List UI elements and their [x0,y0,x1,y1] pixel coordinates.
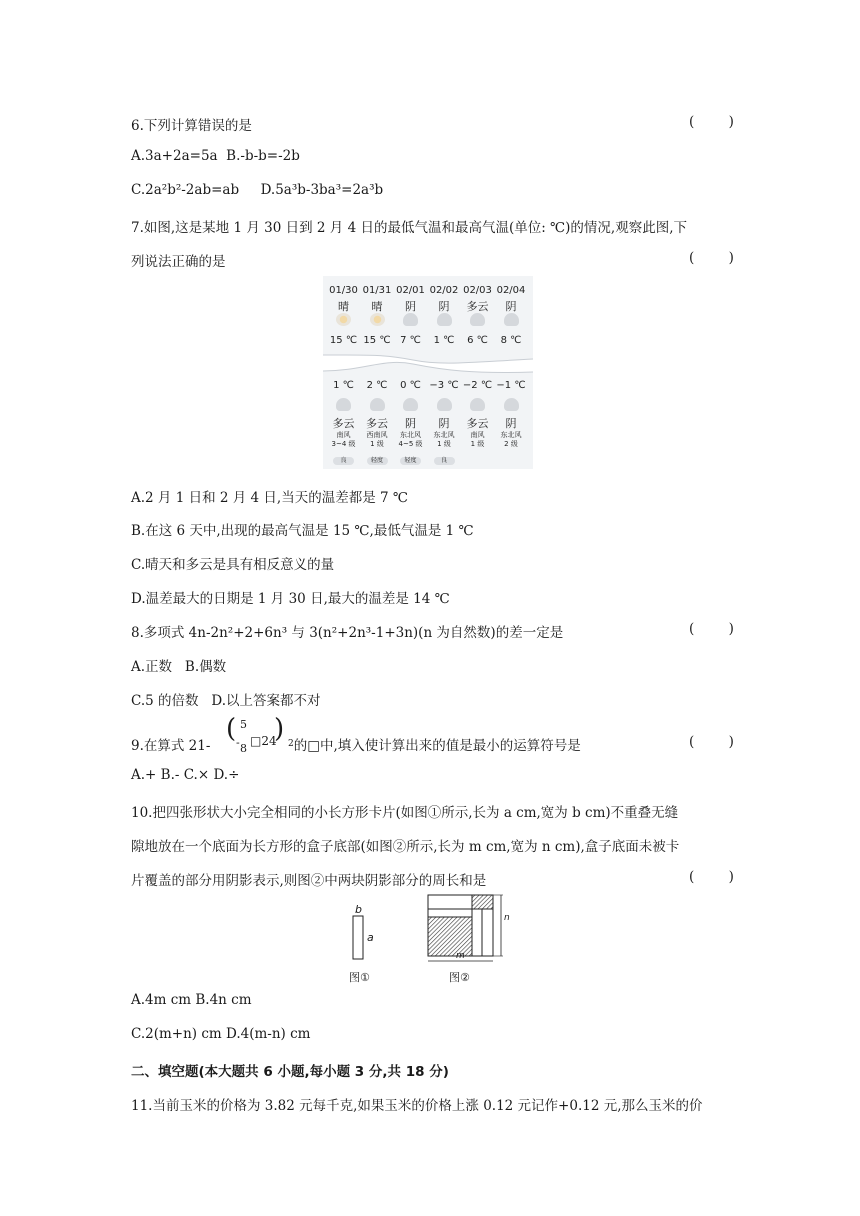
day-condition: 阴 [405,300,416,313]
low-temperature: −3 ℃ [429,380,459,391]
cloud-icon [470,398,485,411]
cloud-icon [403,313,418,326]
wind-level: 1 级 [370,440,384,448]
question-11-stem: 11.当前玉米的价格为 3.82 元每千克,如果玉米的价格上涨 0.12 元记作+0.12 元,那么玉米的价 [131,1098,703,1114]
rectangle-figures [345,893,515,985]
weather-forecast-figure [323,276,533,469]
q6-option-d: D.5a³b-3ba³=2a³b [260,182,384,198]
q7-option-d: D.温差最大的日期是 1 月 30 日,最大的温差是 14 ℃ [131,591,450,607]
question-8-stem: 8.多项式 4n-2n²+2+6n³ 与 3(n²+2n³-1+3n)(n 为自然数)的差一定是 [131,625,564,641]
wind-info [359,431,396,449]
fraction-denominator: 8 [240,742,247,755]
q6-options-ab [131,148,300,164]
q6-option-b: B.-b-b=-2b [226,148,300,164]
q8-option-c: C.5 的倍数 [131,693,199,709]
cloud-icon [336,398,351,411]
question-10-stem-line3: 片覆盖的部分用阴影表示,则图②中两块阴影部分的周长和是 [131,873,487,889]
wind-level: 1 级 [437,440,451,448]
q9-exponent: 2 [288,739,294,749]
q7-option-b: B.在这 6 天中,出现的最高气温是 15 ℃,最低气温是 1 ℃ [131,523,474,539]
q8-option-a: A.正数 [131,659,173,675]
high-temperature: 8 ℃ [500,335,522,346]
right-paren: ) [274,714,285,744]
fraction-numerator: 5 [240,718,247,731]
q9-suffix-text: 的□中,填入使计算出来的值是最小的运算符号是 [293,738,581,754]
label-m: m [456,951,465,961]
low-temperature: −2 ℃ [462,380,493,391]
q6-option-a: A.3a+2a=5a [131,148,218,164]
night-condition: 阴 [405,417,416,430]
night-condition: 多云 [366,417,388,430]
box-expression: □24 [250,734,277,748]
wind-info [426,431,463,449]
day-condition: 晴 [371,300,383,313]
low-temperature: −1 ℃ [496,380,526,391]
q10-options-ab: A.4m cm B.4n cm [131,992,252,1008]
forecast-date: 02/03 [463,285,492,296]
answer-bracket-9: ( ) [689,734,734,750]
question-10-stem-line1: 10.把四张形状大小完全相同的小长方形卡片(如图①所示,长为 a cm,宽为 b cm)不重叠无缝 [131,805,679,821]
answer-bracket-8: ( ) [689,621,734,637]
cloud-icon [370,398,385,411]
night-condition: 阴 [438,417,450,430]
air-quality-badge: 轻度 [400,457,421,465]
high-temperature: 7 ℃ [400,335,421,346]
wind-direction: 东北风 [433,431,455,439]
wind-level: 1 级 [470,440,485,448]
section-2-title: 二、填空题(本大题共 6 小题,每小题 3 分,共 18 分) [131,1064,449,1080]
low-temperature: 0 ℃ [400,380,421,391]
q9-options: A.+ B.- C.× D.÷ [131,767,240,783]
forecast-date: 01/30 [329,285,358,296]
q8-options-cd [131,689,321,709]
day-condition: 阴 [505,300,517,313]
label-b: b [355,903,362,916]
cloud-icon [437,313,452,326]
day-condition: 阴 [438,300,450,313]
wind-info [325,431,362,449]
figure-2-caption: 图② [449,971,470,984]
question-7-stem-line1: 7.如图,这是某地 1 月 30 日到 2 月 4 日的最低气温和最高气温(单位: ℃)的情况,观察此图,下 [131,220,688,236]
question-6-stem: 6.下列计算错误的是 [131,118,252,134]
q8-options-ab [131,655,226,675]
air-quality-badge: 良 [434,457,455,465]
high-temperature: 15 ℃ [363,335,391,346]
question-10-stem-line2: 隙地放在一个底面为长方形的盒子底部(如图②所示,长为 m cm,宽为 n cm),盒子底面未被卡 [131,839,680,855]
q8-option-d: D.以上答案都不对 [211,693,321,709]
fraction-sign: - [236,736,240,749]
air-quality-badge: 轻度 [367,457,388,465]
day-condition: 晴 [338,300,349,313]
q9-suffix [288,734,581,754]
q6-options-cd [131,182,383,198]
q8-option-b: B.偶数 [184,659,227,675]
wind-info [493,431,530,449]
sun-icon [336,313,351,326]
wind-level: 3~4 级 [331,440,356,448]
q10-options-cd: C.2(m+n) cm D.4(m-n) cm [131,1026,311,1042]
wind-direction: 东北风 [500,431,522,439]
q6-option-c: C.2a²b²-2ab=ab [131,182,240,198]
wind-level: 2 级 [504,440,518,448]
cloud-icon [403,398,418,411]
wind-direction: 南风 [336,431,351,439]
q7-option-c: C.晴天和多云是具有相反意义的量 [131,557,335,573]
temperature-band [323,352,533,376]
question-7-stem-line2: 列说法正确的是 [131,254,226,270]
wind-direction: 东北风 [400,431,421,439]
answer-bracket-10: ( ) [689,869,734,885]
day-condition: 多云 [466,300,489,313]
forecast-date: 02/02 [429,285,459,296]
cloud-icon [470,313,485,326]
q7-option-a: A.2 月 1 日和 2 月 4 日,当天的温差都是 7 ℃ [131,490,409,506]
forecast-date: 01/31 [362,285,392,296]
answer-bracket-7: ( ) [689,250,734,266]
q9-fraction-expression [226,714,285,756]
wind-info [459,431,496,449]
sun-icon [370,313,385,326]
wind-direction: 南风 [470,431,485,439]
air-quality-badge: 良 [333,457,354,465]
forecast-date: 02/01 [396,285,425,296]
figure-1-caption: 图① [349,971,370,984]
wind-direction: 西南风 [366,431,388,439]
cloud-icon [504,313,519,326]
left-paren: ( [226,714,237,744]
label-a: a [367,931,374,944]
cloud-icon [504,398,519,411]
wind-info [392,431,429,449]
answer-bracket-6: ( ) [689,114,734,130]
low-temperature: 2 ℃ [366,380,388,391]
high-temperature: 1 ℃ [433,335,455,346]
night-condition: 多云 [332,417,355,430]
night-condition: 阴 [505,417,517,430]
cloud-icon [437,398,452,411]
forecast-date: 02/04 [496,285,526,296]
label-n: n [504,913,510,923]
question-9-prefix: 9.在算式 21- [131,738,211,754]
high-temperature: 6 ℃ [467,335,488,346]
high-temperature: 15 ℃ [329,335,358,346]
wind-level: 4~5 级 [398,440,423,448]
low-temperature: 1 ℃ [333,380,354,391]
night-condition: 多云 [466,417,489,430]
